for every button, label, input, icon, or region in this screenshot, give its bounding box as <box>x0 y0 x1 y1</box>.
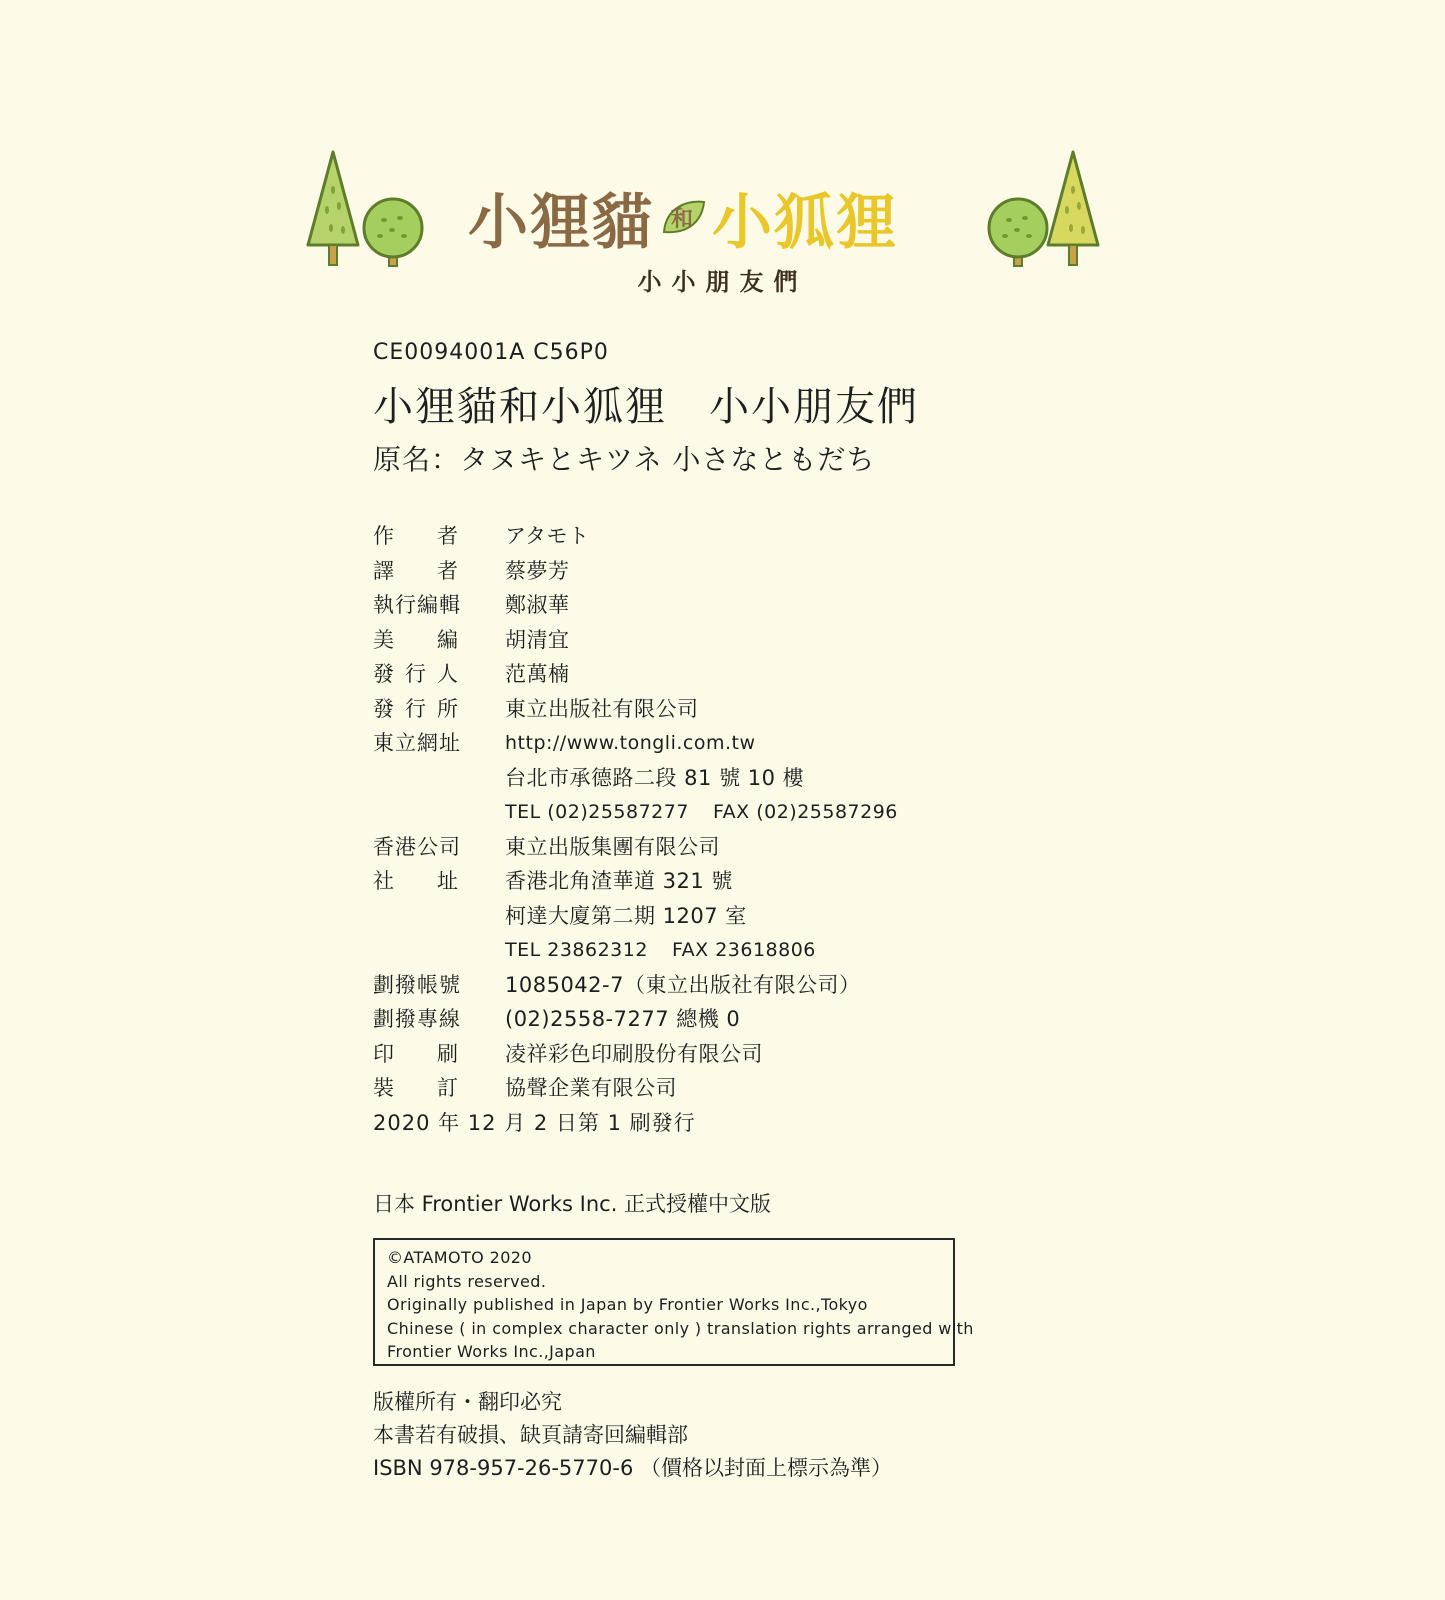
credits-list <box>373 520 1073 1141</box>
license-statement: 日本 Frontier Works Inc. 正式授權中文版 <box>373 1192 772 1216</box>
credit-label: 劃撥帳號 <box>373 972 461 997</box>
copyright-line: ©ATAMOTO 2020 <box>387 1248 532 1267</box>
credit-value: 協聲企業有限公司 <box>505 1076 677 1100</box>
fax-number: FAX (02)25587296 <box>712 801 898 823</box>
round-tree-icon <box>360 196 426 268</box>
credit-value: 鄭淑華 <box>505 593 570 617</box>
credit-row-website <box>373 727 1073 762</box>
credit-value: 凌祥彩色印刷股份有限公司 <box>505 1041 763 1066</box>
credit-label: 譯 者 <box>373 558 459 583</box>
credit-value: 范萬楠 <box>505 662 570 686</box>
credit-value: 胡清宜 <box>505 627 570 652</box>
credit-row-address <box>373 762 1073 797</box>
credit-row-binding <box>373 1072 1073 1107</box>
book-logo <box>0 0 1445 310</box>
credit-value: 東立出版社有限公司 <box>505 696 699 721</box>
fax-number: FAX 23618806 <box>671 939 816 961</box>
credit-row-translator <box>373 555 1073 590</box>
publication-date <box>373 1107 1073 1142</box>
tel-number: TEL (02)25587277 <box>505 801 689 823</box>
credit-row-author <box>373 520 1073 555</box>
credit-row-hk-phone <box>373 934 1073 969</box>
copyright-line: All rights reserved. <box>387 1271 547 1291</box>
publication-date-text: 2020 年 12 月 2 日第 1 刷發行 <box>373 1110 696 1135</box>
credit-value: 台北市承德路二段 81 號 10 樓 <box>505 765 805 790</box>
copyright-line: Originally published in Japan by Frontier Works Inc.,Tokyo <box>387 1295 868 1314</box>
credit-label: 發 行 人 <box>373 662 459 686</box>
website-link[interactable]: http://www.tongli.com.tw <box>505 732 756 754</box>
credit-value: (02)2558-7277 總機 0 <box>505 1007 741 1031</box>
credit-value: 東立出版集團有限公司 <box>505 834 720 859</box>
credit-row-art-editor <box>373 624 1073 659</box>
credit-value: 1085042-7（東立出版社有限公司） <box>505 972 861 997</box>
credit-row-phone <box>373 796 1073 831</box>
credit-value: 柯達大廈第二期 1207 室 <box>505 903 747 928</box>
credit-value: 香港北角渣華道 321 號 <box>505 869 733 893</box>
book-title: 小狸貓和小狐狸 小小朋友們 <box>373 384 919 430</box>
leaf-badge <box>660 198 706 238</box>
credit-row-hk-address <box>373 865 1073 900</box>
round-tree-icon <box>985 196 1051 268</box>
logo-title-fox: 小狐狸 <box>712 188 898 258</box>
copyright-line: Frontier Works Inc.,Japan <box>387 1342 596 1361</box>
credit-label: 美 編 <box>373 627 459 652</box>
credit-value: アタモト <box>505 524 590 548</box>
credit-label: 劃撥專線 <box>373 1007 461 1031</box>
logo-subtitle: 小小朋友們 <box>637 268 808 296</box>
credit-row-printer <box>373 1038 1073 1073</box>
credit-label: 東立網址 <box>373 731 461 755</box>
credit-row-publishing-house <box>373 693 1073 728</box>
cone-tree-icon <box>305 150 361 268</box>
credit-label: 社 址 <box>373 869 459 893</box>
logo-title <box>468 178 898 258</box>
credit-label: 裝 訂 <box>373 1076 459 1100</box>
notices <box>373 1386 892 1485</box>
logo-joiner: 和 <box>670 207 695 232</box>
credit-label: 執行編輯 <box>373 593 461 617</box>
credit-label: 作 者 <box>373 524 459 548</box>
credit-row-account <box>373 969 1073 1004</box>
notice-damage: 本書若有破損、缺頁請寄回編輯部 <box>373 1423 688 1447</box>
credit-row-hk-company <box>373 831 1073 866</box>
credit-value <box>505 934 816 966</box>
credit-label: 香港公司 <box>373 834 461 859</box>
credit-row-publisher <box>373 658 1073 693</box>
credit-label: 印 刷 <box>373 1041 459 1066</box>
credit-value: 蔡夢芳 <box>505 558 570 583</box>
product-code: CE0094001A C56P0 <box>373 340 609 365</box>
notice-rights: 版權所有・翻印必究 <box>373 1390 562 1414</box>
credit-value <box>505 796 898 828</box>
isbn: ISBN 978-957-26-5770-6 （價格以封面上標示為準） <box>373 1456 892 1480</box>
cone-tree-icon <box>1045 150 1101 268</box>
original-title: 原名：タヌキとキツネ 小さなともだち <box>373 443 876 476</box>
credit-row-hk-address-2 <box>373 900 1073 935</box>
copyright-line: Chinese ( in complex character only ) translation rights arranged with <box>387 1318 974 1338</box>
credit-row-editor <box>373 589 1073 624</box>
credit-row-hotline <box>373 1003 1073 1038</box>
tel-number: TEL 23862312 <box>505 939 648 961</box>
credit-label: 發 行 所 <box>373 696 459 721</box>
logo-title-tanuki: 小狸貓 <box>468 188 654 258</box>
copyright-box <box>373 1238 974 1366</box>
